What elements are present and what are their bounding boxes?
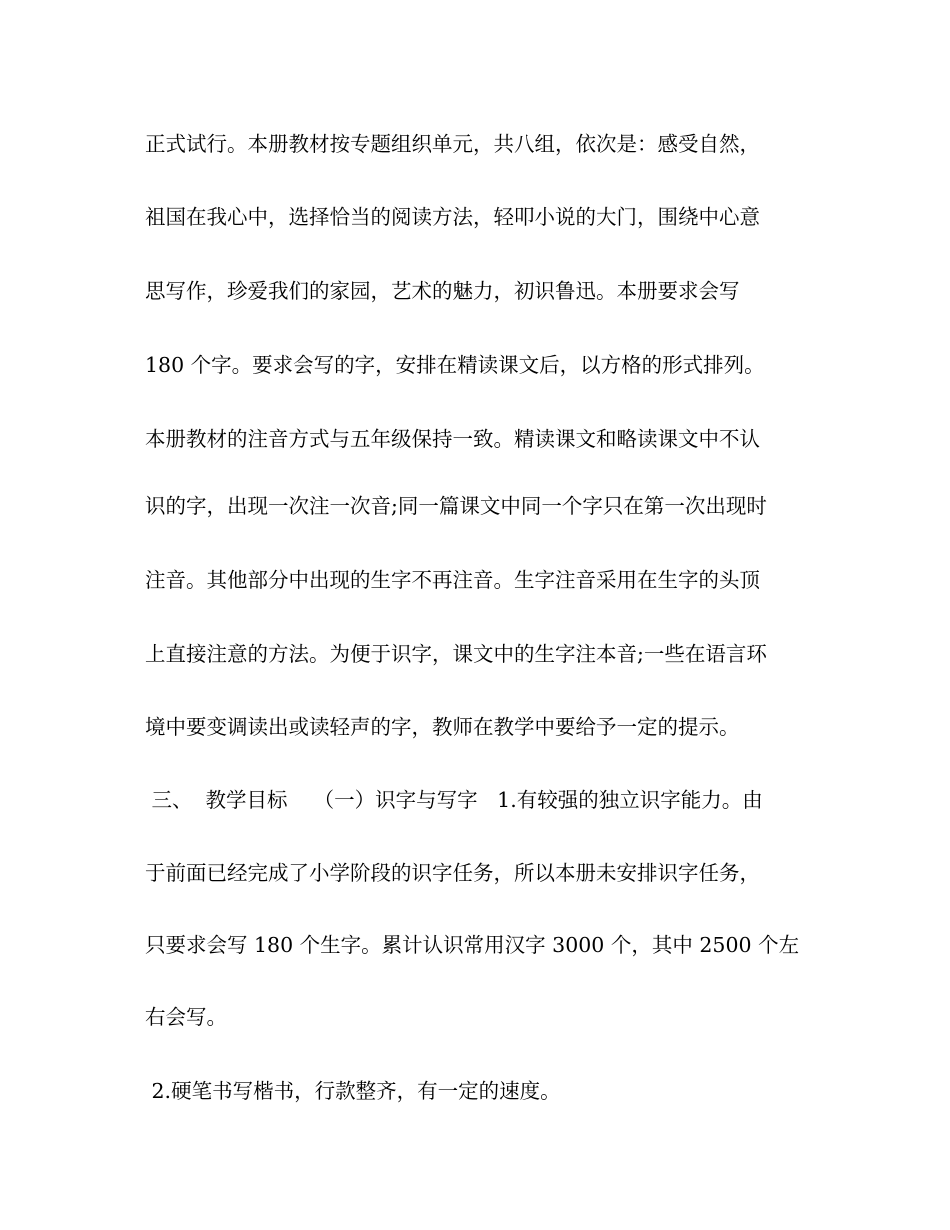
section-heading-line: 三、 教学目标 （一）识字与写字 1.有较强的独立识字能力。由 xyxy=(145,788,763,812)
text-line-2: 祖国在我心中，选择恰当的阅读方法，轻叩小说的大门，围绕中心意 xyxy=(145,205,760,229)
text-line-11: 于前面已经完成了小学阶段的识字任务，所以本册未安排识字任务， xyxy=(145,861,760,885)
text-line-12: 只要求会写 180 个生字。累计认识常用汉字 3000 个，其中 2500 个左 xyxy=(145,933,800,957)
text-line-9: 境中要变调读出或读轻声的字，教师在教学中要给予一定的提示。 xyxy=(145,715,740,739)
text-line-1: 正式试行。本册教材按专题组织单元，共八组，依次是：感受自然， xyxy=(145,132,760,156)
text-line-14: 2.硬笔书写楷书，行款整齐，有一定的速度。 xyxy=(145,1079,561,1103)
text-line-6: 识的字，出现一次注一次音;同一篇课文中同一个字只在第一次出现时 xyxy=(145,494,767,518)
text-line-13: 右会写。 xyxy=(145,1005,227,1029)
text-line-4: 180 个字。要求会写的字，安排在精读课文后，以方格的形式排列。 xyxy=(145,353,765,377)
text-line-3: 思写作，珍爱我们的家园，艺术的魅力，初识鲁迅。本册要求会写 xyxy=(145,279,740,303)
text-line-7: 注音。其他部分中出现的生字不再注音。生字注音采用在生字的头顶 xyxy=(145,568,760,592)
text-line-5: 本册教材的注音方式与五年级保持一致。精读课文和略读课文中不认 xyxy=(145,427,760,451)
text-line-8: 上直接注意的方法。为便于识字，课文中的生字注本音;一些在语言环 xyxy=(145,642,767,666)
